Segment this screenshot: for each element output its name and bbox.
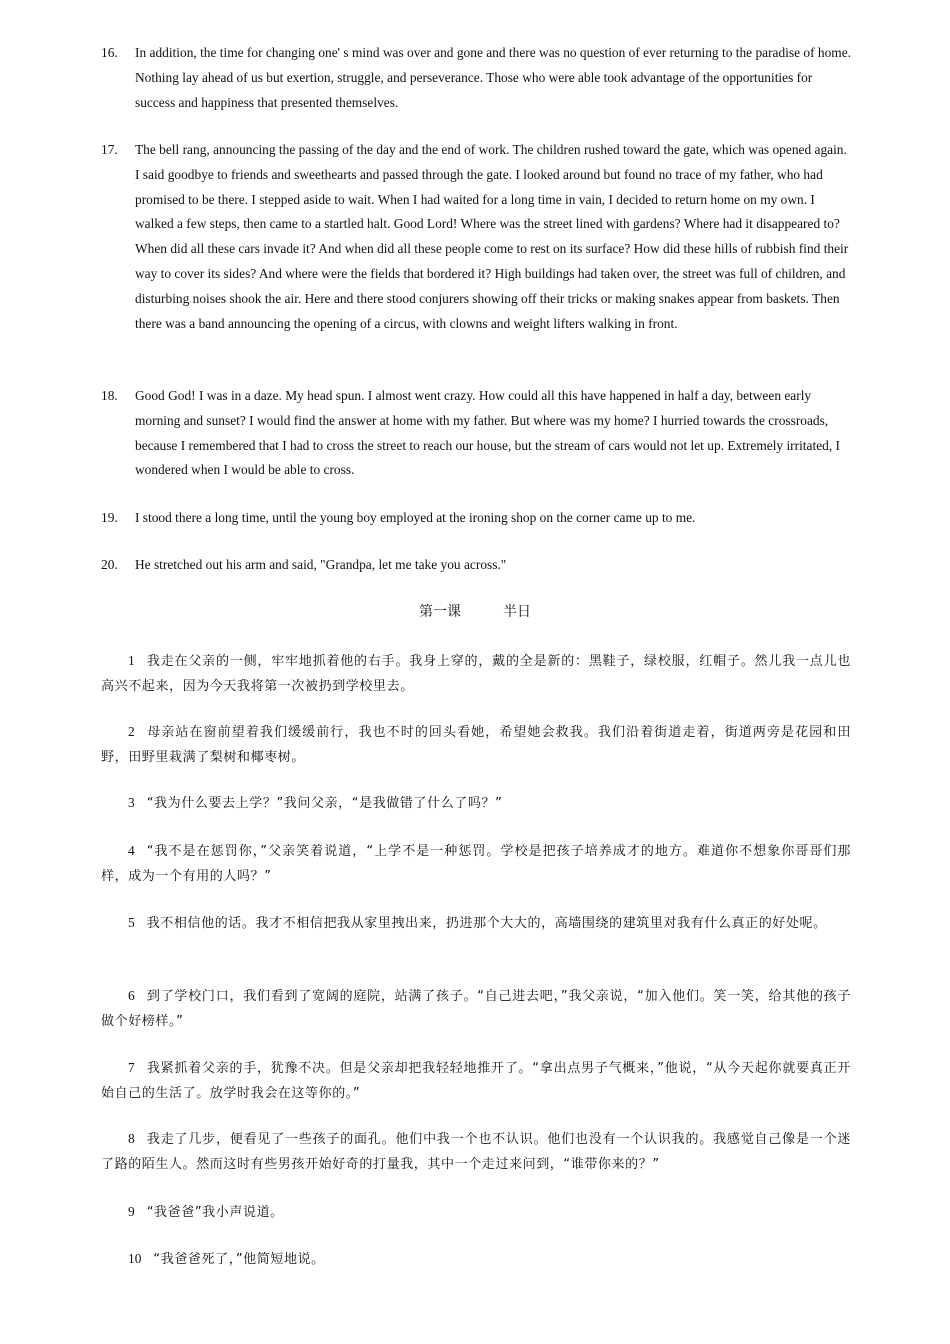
paragraph-text: Good God! I was in a daze. My head spun. I almost went crazy. How could all this have happened in half a day, between early morning and sunset? I would find the answer at home with my father. But where was my home? I hurried towards the crossroads, because I remembered that I had to cross the street to reach our house, but the stream of cars would not let up. Extremely irritated, I wondered when I would be able to cross. [135,388,840,478]
paragraph-text: 我走了几步，便看见了一些孩子的面孔。他们中我一个也不认识。他们也没有一个认识我的。我感觉自己像是一个迷了路的陌生人。然而这时有些男孩开始好奇的打量我，其中一个走过来问到，“谁带你来的？” [101,1132,851,1172]
paragraph-text: 我不相信他的话。我才不相信把我从家里拽出来，扔进那个大大的，高墙围绕的建筑里对我有什么真正的好处呢。 [146,916,827,931]
chinese-paragraph-5 [101,910,851,936]
paragraph-number: 18. [101,388,118,403]
chinese-paragraph-2 [101,719,851,770]
paragraph-number: 19. [101,510,118,525]
paragraph-text: I stood there a long time, until the young boy employed at the ironing shop on the corner came up to me. [135,510,696,525]
paragraph-text: He stretched out his arm and said, "Grandpa, let me take you across." [135,557,507,572]
english-paragraph-18 [101,384,853,483]
english-paragraph-17 [101,138,853,336]
paragraph-text: “我爸爸”我小声说道。 [146,1205,284,1220]
chinese-paragraph-1 [101,648,851,699]
paragraph-text: The bell rang, announcing the passing of the day and the end of work. The children rushed toward the gate, which was opened again. I said goodbye to friends and sweethearts and passed through the gate. I looked around but found no trace of my father, who had promised to be there. I stepped aside to wait. When I had waited for a long time in vain, I decided to return home on my own. I walked a few steps, then came to a startled halt. Good Lord! Where was the street lined with gardens? Where had it disappeared to? When did all these cars invade it? And when did all these people come to rest on its surface? How did these hills of rubbish find their way to cover its sides? And where were the fields that bordered it? High buildings had taken over, the street was full of children, and disturbing noises shook the air. Here and there stood conjurers showing off their tricks or making snakes appear from baskets. Then there was a band announcing the opening of a circus, with clowns and weight lifters walking in front. [135,142,849,331]
paragraph-number: 4 [128,843,135,858]
paragraph-number: 8 [128,1131,135,1146]
paragraph-number: 10 [128,1251,142,1266]
english-paragraph-19 [101,506,853,531]
paragraph-text: 母亲站在窗前望着我们缓缓前行，我也不时的回头看她，希望她会救我。我们沿着街道走着，街道两旁是花园和田野，田野里栽满了梨树和椰枣树。 [101,725,851,765]
paragraph-number: 17. [101,142,118,157]
paragraph-number: 9 [128,1204,135,1219]
paragraph-text: In addition, the time for changing one' s mind was over and gone and there was no question of ever returning to the paradise of home. Nothing lay ahead of us but exertion, struggle, and perseverance. Those who were able took advantage of the opportunities for success and happiness that presented themselves. [135,45,852,110]
chinese-paragraph-7 [101,1055,851,1106]
paragraph-text: “我为什么要去上学？”我问父亲，“是我做错了什么了吗？” [146,796,503,811]
paragraph-text: 到了学校门口，我们看到了宽阔的庭院，站满了孩子。“自己进去吧，”我父亲说，“加入他们。笑一笑，给其他的孩子做个好榜样。” [101,989,851,1029]
paragraph-number: 3 [128,795,135,810]
paragraph-text: “我爸爸死了，”他简短地说。 [153,1252,325,1267]
paragraph-number: 1 [128,653,135,668]
lesson-number: 第一课 [419,604,461,620]
paragraph-number: 20. [101,557,118,572]
paragraph-text: 我紧抓着父亲的手，犹豫不决。但是父亲却把我轻轻地推开了。“拿出点男子气概来，”他说，“从今天起你就要真正开始自己的生活了。放学时我会在这等你的。” [101,1061,851,1101]
chinese-paragraph-4 [101,838,851,889]
lesson-name: 半日 [503,604,531,620]
paragraph-number: 7 [128,1060,135,1075]
chinese-paragraph-6 [101,983,851,1034]
paragraph-number: 16. [101,45,118,60]
paragraph-number: 6 [128,988,135,1003]
paragraph-text: “我不是在惩罚你，”父亲笑着说道，“上学不是一种惩罚。学校是把孩子培养成才的地方。难道你不想象你哥哥们那样，成为一个有用的人吗？” [101,844,851,884]
lesson-title [0,600,950,624]
paragraph-number: 5 [128,915,135,930]
chinese-paragraph-9 [101,1199,851,1225]
paragraph-text: 我走在父亲的一侧，牢牢地抓着他的右手。我身上穿的，戴的全是新的：黑鞋子，绿校服，红帽子。然儿我一点儿也高兴不起来，因为今天我将第一次被扔到学校里去。 [101,654,851,694]
chinese-paragraph-3 [101,790,851,816]
english-paragraph-20 [101,553,853,578]
english-paragraph-16 [101,41,853,115]
chinese-paragraph-10 [101,1246,851,1272]
chinese-paragraph-8 [101,1126,851,1177]
paragraph-number: 2 [128,724,135,739]
